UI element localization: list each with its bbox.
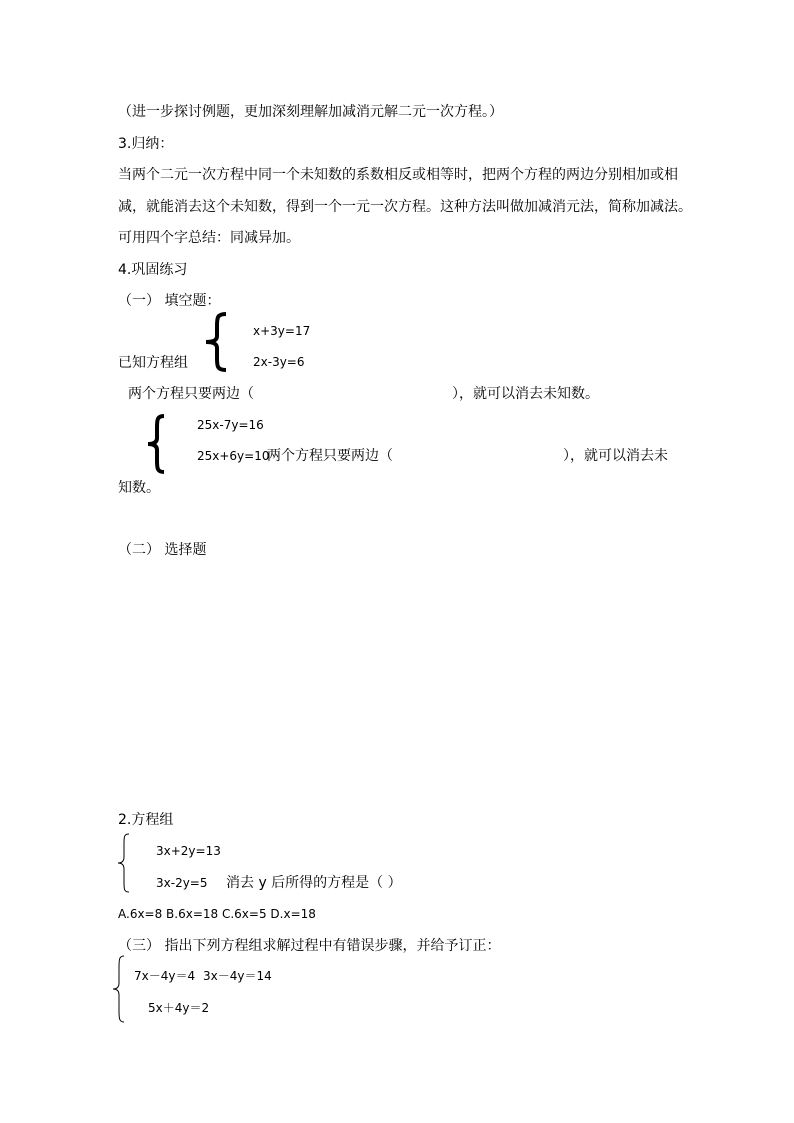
system2-prompt-right: ），就可以消去未 [563, 448, 668, 464]
q2-label: 2.方程组 [118, 812, 174, 828]
section3-line1: 当两个二元一次方程中同一个未知数的系数相反或相等时，把两个方程的两边分别相加或相 [118, 167, 678, 183]
system1-label: 已知方程组 [118, 355, 188, 371]
part1-heading: （一） 填空题： [118, 293, 221, 309]
q2-brace-icon [115, 832, 133, 894]
q2-options: A.6x=8 B.6x=18 C.6x=5 D.x=18 [118, 907, 316, 921]
intro-note: （进一步探讨例题，更加深刻理解加减消元解二元一次方程。） [118, 104, 503, 120]
system1-brace-icon [200, 312, 230, 372]
system2-prompt-wrap: 知数。 [118, 480, 160, 496]
section3-heading: 3.归纳： [118, 136, 174, 152]
system2-eq2: 25x+6y=10 [197, 449, 270, 463]
system1-eq1: x+3y=17 [253, 324, 311, 338]
system2-brace-icon [145, 414, 167, 474]
system1-prompt-left: 两个方程只要两边（ [128, 386, 254, 402]
part3-eq1: 7x－4y＝4 [134, 969, 196, 983]
section3-line3: 可用四个字总结：同减异加。 [118, 230, 300, 246]
system2-eq1: 25x-7y=16 [197, 418, 264, 432]
q2-eq2: 3x-2y=5 [156, 876, 208, 890]
part2-heading: （二） 选择题 [118, 542, 207, 558]
part3-brace-icon [110, 954, 128, 1024]
q2-eq1: 3x+2y=13 [156, 844, 221, 858]
system2-prompt-left: 两个方程只要两边（ [267, 448, 393, 464]
part3-heading: （三） 指出下列方程组求解过程中有错误步骤，并给予订正： [118, 938, 501, 954]
part3-eq-side: 3x－4y＝14 [203, 969, 272, 983]
system1-eq2: 2x-3y=6 [253, 355, 305, 369]
part3-eq2: 5x＋4y＝2 [148, 1001, 210, 1015]
section3-line2: 减，就能消去这个未知数，得到一个一元一次方程。这种方法叫做加减消元法，简称加减法。 [118, 199, 692, 215]
system1-prompt-right: ），就可以消去未知数。 [452, 386, 599, 402]
q2-prompt: 消去 y 后所得的方程是（ ） [226, 875, 402, 891]
section4-heading: 4.巩固练习 [118, 262, 188, 278]
